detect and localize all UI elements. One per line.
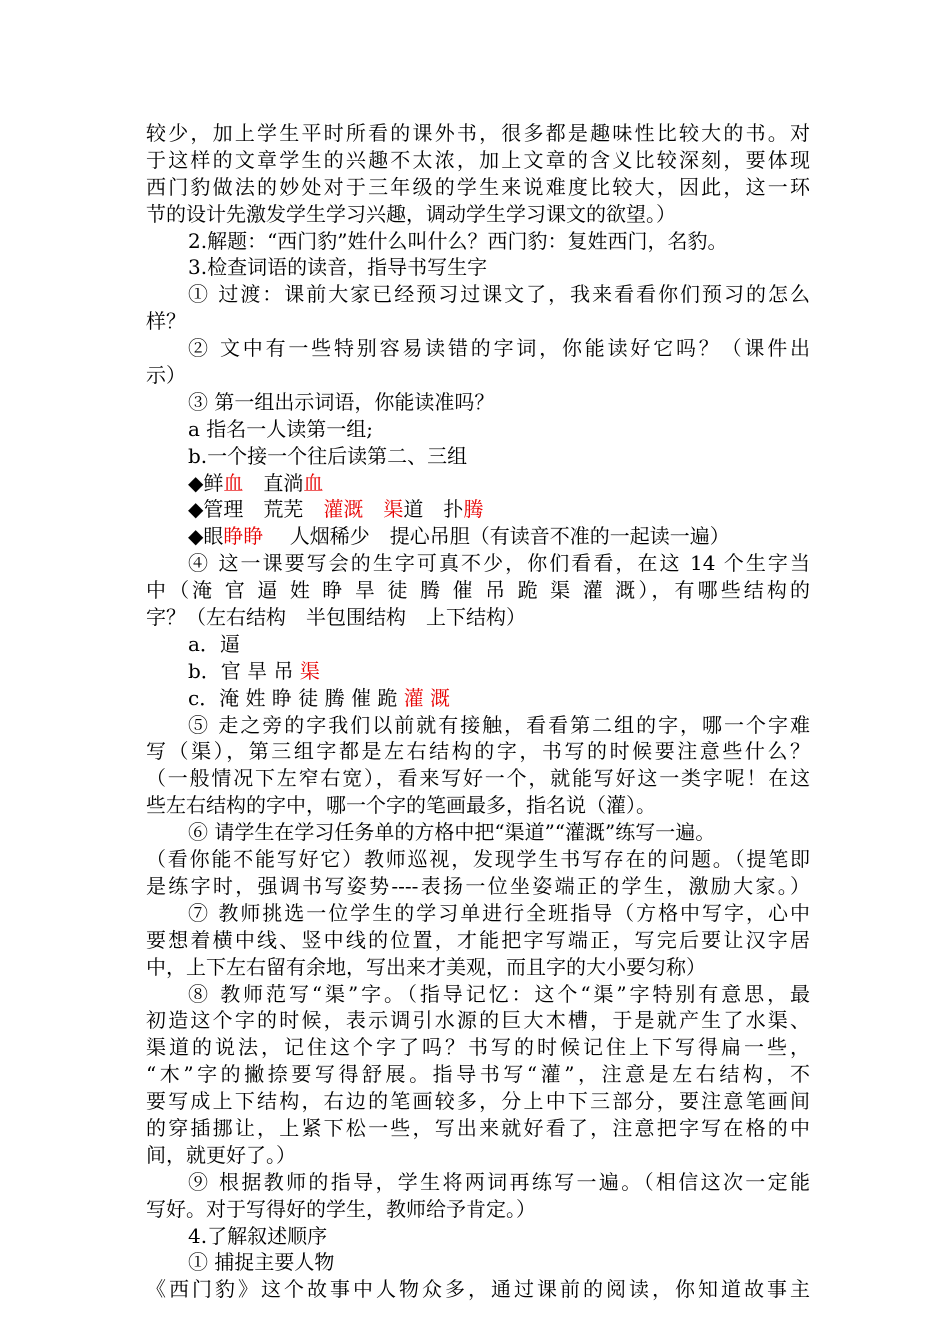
text-segment: 渠道的说法，记住这个字了吗？书写的时候记住上下写得扁一些， — [146, 1035, 810, 1060]
text-line — [146, 389, 810, 416]
text-line — [146, 335, 810, 362]
text-segment: a 指名一人读第一组; — [188, 416, 374, 441]
text-segment: a．逼 — [188, 631, 240, 656]
text-segment: 3.检查词语的读音，指导书写生字 — [188, 255, 488, 280]
text-line — [146, 604, 810, 631]
text-line — [146, 1223, 810, 1250]
text-segment: ② 文中有一些特别容易读错的字词，你能读好它吗？（课件出 — [188, 336, 810, 361]
text-segment: 字？（左右结构 半包围结构 上下结构） — [146, 605, 526, 630]
text-line — [146, 1088, 810, 1115]
highlighted-text: 血 — [223, 470, 244, 495]
text-line — [146, 577, 810, 604]
text-segment: 中，上下左右留有余地，写出来才美观，而且字的大小要匀称） — [146, 954, 706, 979]
text-line — [146, 523, 810, 550]
text-segment: 是练字时，强调书写姿势----表扬一位坐姿端正的学生，激励大家。） — [146, 873, 810, 898]
text-segment: c．淹 姓 睁 徒 腾 催 跪 — [188, 685, 404, 710]
text-line — [146, 1115, 810, 1142]
text-line — [146, 1034, 810, 1061]
text-segment: 些左右结构的字中，哪一个字的笔画最多，指名说（灌）。 — [146, 793, 656, 818]
text-line — [146, 308, 810, 335]
text-line — [146, 416, 810, 443]
highlighted-text: 睁睁 — [223, 524, 264, 549]
text-line — [146, 873, 810, 900]
text-line — [146, 927, 810, 954]
text-line — [146, 658, 810, 685]
text-segment: ⑧ 教师范写“渠”字。（指导记忆：这个“渠”字特别有意思，最 — [188, 981, 810, 1006]
text-segment: 示） — [146, 363, 186, 388]
text-line — [146, 1276, 810, 1303]
text-segment: ① 捕捉主要人物 — [188, 1250, 335, 1275]
text-segment: 《西门豹》这个故事中人物众多，通过课前的阅读，你知道故事主 — [146, 1277, 810, 1302]
text-segment: 道 扑 — [403, 497, 464, 522]
highlighted-text: 灌溉 渠 — [323, 497, 404, 522]
text-segment: 中（淹 官 逼 姓 睁 旱 徒 腾 催 吊 跪 渠 灌 溉），有哪些结构的 — [146, 578, 810, 603]
text-line — [146, 1196, 810, 1223]
text-line — [146, 631, 810, 658]
text-segment: ⑥ 请学生在学习任务单的方格中把“渠道”“灌溉”练写一遍。 — [188, 820, 716, 845]
highlighted-text: 渠 — [299, 658, 320, 683]
text-line — [146, 147, 810, 174]
text-line — [146, 120, 810, 147]
text-line — [146, 1169, 810, 1196]
text-line — [146, 362, 810, 389]
text-line — [146, 712, 810, 739]
text-line — [146, 1142, 810, 1169]
text-line — [146, 819, 810, 846]
text-line — [146, 281, 810, 308]
text-segment: 西门豹做法的妙处对于三年级的学生来说难度比较大，因此，这一环 — [146, 174, 810, 199]
text-segment: ⑨ 根据教师的指导，学生将两词再练写一遍。（相信这次一定能 — [188, 1169, 810, 1194]
text-segment: ◆管理 荒芜 — [188, 497, 324, 522]
text-line — [146, 550, 810, 577]
text-segment: “木”字的撇捺要写得舒展。指导书写“灌”，注意是左右结构，不 — [146, 1062, 810, 1087]
highlighted-text: 灌 溉 — [403, 685, 451, 710]
text-line — [146, 201, 810, 228]
text-segment: 要想着横中线、竖中线的位置，才能把字写端正，写完后要让汉字居 — [146, 927, 810, 952]
text-segment: 写好。对于写得好的学生，教师给予肯定。） — [146, 1196, 536, 1221]
text-segment: ④ 这一课要写会的生字可真不少，你们看看，在这 14 个生字当 — [188, 551, 810, 576]
highlighted-text: 腾 — [463, 497, 484, 522]
highlighted-text: 血 — [303, 470, 324, 495]
text-line — [146, 846, 810, 873]
text-segment: 较少，加上学生平时所看的课外书，很多都是趣味性比较大的书。对 — [146, 121, 810, 145]
text-segment: ③ 第一组出示词语，你能读准吗？ — [188, 389, 495, 414]
text-line — [146, 685, 810, 712]
text-line — [146, 792, 810, 819]
text-line — [146, 900, 810, 927]
text-segment: 4.了解叙述顺序 — [188, 1223, 328, 1248]
document-body — [146, 120, 810, 1303]
text-line — [146, 496, 810, 523]
text-line — [146, 981, 810, 1008]
text-segment: 直淌 — [243, 470, 304, 495]
text-line — [146, 1249, 810, 1276]
text-segment: ⑤ 走之旁的字我们以前就有接触，看看第二组的字，哪一个字难 — [188, 712, 810, 737]
text-segment: 节的设计先激发学生学习兴趣，调动学生学习课文的欲望。） — [146, 201, 676, 226]
text-line — [146, 1061, 810, 1088]
text-segment: 样？ — [146, 309, 186, 334]
text-line — [146, 174, 810, 201]
text-line — [146, 765, 810, 792]
text-segment: ◆鲜 — [188, 470, 224, 495]
text-line — [146, 443, 810, 470]
text-segment: ① 过渡：课前大家已经预习过课文了，我来看看你们预习的怎么 — [188, 282, 810, 307]
text-segment: 间，就更好了。） — [146, 1142, 296, 1167]
text-line — [146, 1007, 810, 1034]
text-line — [146, 470, 810, 497]
text-segment: （一般情况下左窄右宽），看来写好一个，就能写好这一类字呢！在这 — [146, 766, 810, 791]
text-segment: 的穿插挪让，上紧下松一些，写出来就好看了，注意把字写在格的中 — [146, 1115, 810, 1140]
text-segment: ⑦ 教师挑选一位学生的学习单进行全班指导（方格中写字，心中 — [188, 900, 810, 925]
text-segment: 2.解题：“西门豹”姓什么叫什么？西门豹：复姓西门，名豹。 — [188, 228, 728, 253]
text-line — [146, 954, 810, 981]
text-segment: （看你能不能写好它）教师巡视，发现学生书写存在的问题。（提笔即 — [146, 847, 810, 872]
text-segment: 写（渠），第三组字都是左右结构的字，书写的时候要注意些什么？ — [146, 739, 810, 764]
text-segment: 于这样的文章学生的兴趣不太浓，加上文章的含义比较深刻，要体现 — [146, 147, 810, 172]
text-line — [146, 738, 810, 765]
text-segment: b．官 旱 吊 — [188, 658, 300, 683]
text-segment: 要写成上下结构，右边的笔画较多，分上中下三部分，要注意笔画间 — [146, 1089, 810, 1114]
text-line — [146, 254, 810, 281]
text-segment: 初造这个字的时候，表示调引水源的巨大木槽，于是就产生了水渠、 — [146, 1008, 810, 1033]
text-segment: b.一个接一个往后读第二、三组 — [188, 443, 468, 468]
text-segment: ◆眼 — [188, 524, 224, 549]
text-line — [146, 228, 810, 255]
text-segment: 人烟稀少 提心吊胆（有读音不准的一起读一遍） — [263, 524, 730, 549]
